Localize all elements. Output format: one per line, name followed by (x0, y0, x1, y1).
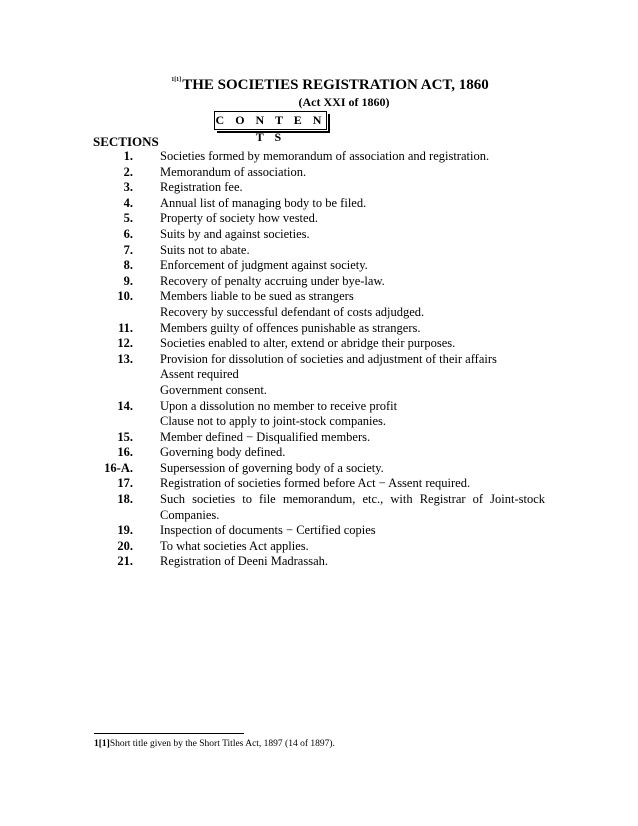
contents-heading: C O N T E N T S (215, 113, 326, 144)
section-title-line: Inspection of documents − Certified copies (160, 523, 376, 538)
section-number: 9. (123, 273, 133, 288)
section-title (160, 243, 545, 259)
section-title-line: Recovery by successful defendant of costs adjudged. (160, 304, 425, 319)
section-row (0, 149, 638, 165)
section-title-line: Companies. (160, 507, 220, 522)
section-title-line: Assent required (160, 367, 239, 382)
section-title (160, 539, 545, 555)
section-title-line: Memorandum of association. (160, 164, 307, 179)
section-title-line: Registration of Deeni Madrassah. (160, 554, 329, 569)
act-number: (Act XXI of 1860) (298, 95, 390, 109)
section-row (0, 227, 638, 243)
section-number: 15. (117, 429, 133, 444)
section-title-line: Annual list of managing body to be filed. (160, 195, 367, 210)
sections-heading: SECTIONS (93, 134, 159, 149)
section-row (0, 258, 638, 274)
section-row (0, 243, 638, 259)
section-row (0, 445, 638, 461)
section-number: 19. (117, 523, 133, 538)
section-row (0, 352, 638, 399)
section-title-line: Registration fee. (160, 180, 243, 195)
section-row (0, 165, 638, 181)
section-title (160, 492, 545, 523)
section-title (160, 321, 545, 337)
section-number: 17. (117, 476, 133, 491)
section-title-line: Members guilty of offences punishable as strangers. (160, 320, 421, 335)
section-title-line: Suits by and against societies. (160, 226, 310, 241)
section-row (0, 430, 638, 446)
footnote-text: Short title given by the Short Titles Act, 1897 (14 of 1897). (109, 739, 335, 749)
section-title-line: Property of society how vested. (160, 211, 318, 226)
footnote-marker: 1[1] (94, 739, 110, 749)
section-title-line: Member defined − Disqualified members. (160, 429, 371, 444)
title-footnote-marker: 1[1] (171, 77, 182, 83)
section-title-line: Governing body defined. (160, 445, 286, 460)
section-title (160, 399, 545, 430)
section-number: 20. (117, 538, 133, 553)
section-number: 13. (117, 351, 133, 366)
section-number: 3. (123, 180, 133, 195)
section-title-line: Provision for dissolution of societies and adjustment of their affairs (160, 351, 497, 366)
section-number: 8. (123, 258, 133, 273)
section-number: 21. (117, 554, 133, 569)
section-title (160, 554, 545, 570)
footnote (94, 739, 335, 749)
section-title (160, 461, 545, 477)
section-title-line: Enforcement of judgment against society. (160, 258, 368, 273)
section-title-line: Clause not to apply to joint-stock companies. (160, 414, 387, 429)
act-title (0, 77, 638, 94)
section-row (0, 539, 638, 555)
section-row (0, 476, 638, 492)
section-title (160, 165, 545, 181)
section-title (160, 196, 545, 212)
section-title-line: Suits not to abate. (160, 242, 250, 257)
section-title-line: Government consent. (160, 382, 267, 397)
section-row (0, 274, 638, 290)
section-title-line: To what societies Act applies. (160, 538, 309, 553)
section-title-line: Such societies to file memorandum, etc., with Registrar of Joint-stock (160, 492, 545, 507)
section-number: 10. (117, 289, 133, 304)
section-title (160, 274, 545, 290)
section-title (160, 476, 545, 492)
section-title (160, 227, 545, 243)
section-number: 16. (117, 445, 133, 460)
section-row (0, 399, 638, 430)
section-row (0, 196, 638, 212)
section-number: 11. (118, 320, 133, 335)
section-title (160, 258, 545, 274)
act-title-text: THE SOCIETIES REGISTRATION ACT, 1860 (182, 77, 489, 93)
section-title (160, 352, 545, 399)
section-row (0, 461, 638, 477)
section-title-line: Upon a dissolution no member to receive profit (160, 398, 398, 413)
section-title (160, 211, 545, 227)
section-number: 6. (123, 226, 133, 241)
section-row (0, 180, 638, 196)
section-row (0, 289, 638, 320)
section-title-line: Societies enabled to alter, extend or abridge their purposes. (160, 336, 456, 351)
section-number: 18. (117, 492, 133, 507)
section-title (160, 289, 545, 320)
section-title-line: Supersession of governing body of a society. (160, 460, 384, 475)
section-number: 16-A. (104, 460, 133, 475)
section-title (160, 180, 545, 196)
section-title (160, 523, 545, 539)
section-number: 7. (123, 242, 133, 257)
section-row (0, 211, 638, 227)
section-row (0, 336, 638, 352)
section-number: 5. (123, 211, 133, 226)
section-number: 1. (123, 149, 133, 163)
section-title (160, 445, 545, 461)
section-number: 14. (117, 398, 133, 413)
section-title-line: Registration of societies formed before Act − Assent required. (160, 476, 471, 491)
footnote-divider (94, 733, 244, 734)
section-row (0, 523, 638, 539)
section-number: 2. (123, 164, 133, 179)
section-title (160, 149, 545, 165)
section-title-line: Societies formed by memorandum of association and registration. (160, 149, 490, 163)
section-title (160, 336, 545, 352)
section-title-line: Recovery of penalty accruing under bye-law. (160, 273, 385, 288)
section-title-line: Members liable to be sued as strangers (160, 289, 354, 304)
section-title (160, 430, 545, 446)
section-number: 12. (117, 336, 133, 351)
section-row (0, 554, 638, 570)
section-row (0, 321, 638, 337)
section-row (0, 492, 638, 523)
sections-list (0, 149, 638, 570)
section-number: 4. (123, 195, 133, 210)
